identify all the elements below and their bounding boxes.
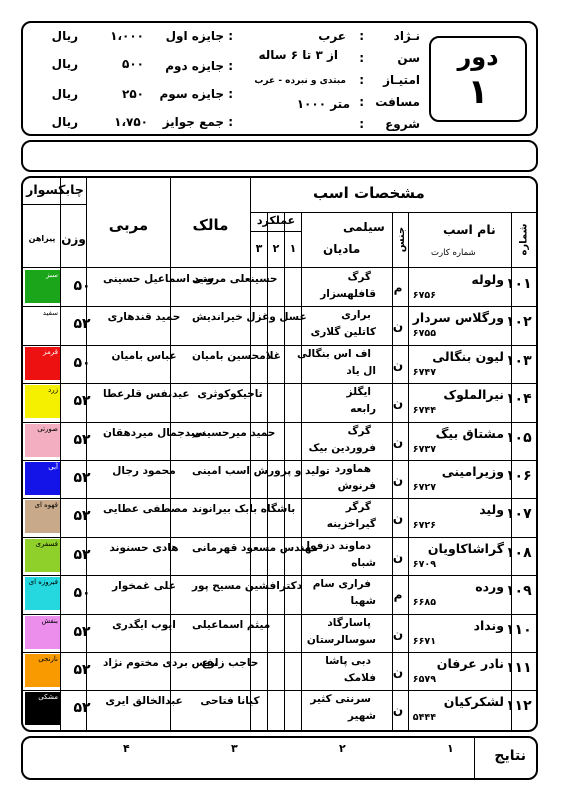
card-number: ۶۵۷۹ — [412, 674, 436, 685]
privilege-colon: : — [359, 73, 364, 87]
race-header — [21, 21, 538, 136]
horse-name: لشکرکیان — [443, 694, 504, 710]
start-label: شروع — [385, 117, 420, 131]
round-label: دور — [457, 43, 499, 71]
col-owner: مالک — [192, 216, 229, 234]
table-row — [23, 575, 536, 613]
horse-trainer: محمود رجال — [112, 465, 176, 477]
jockey-weight: ۵۲ — [73, 431, 91, 448]
horse-dam: فلامک — [343, 672, 376, 684]
horse-gender: م — [393, 281, 403, 295]
shirt-color-swatch — [25, 692, 60, 725]
horse-owner: میثم اسماعیلی — [192, 618, 271, 631]
prize-1-amount: ۱،۰۰۰ — [110, 29, 144, 43]
horse-dam: کاتلین گلاری — [310, 326, 376, 339]
shirt-color-label: مشکی — [38, 693, 58, 702]
horse-trainer: سید اسماعیل حسینی — [103, 273, 215, 285]
jockey-weight: ۵۲ — [73, 508, 91, 525]
prize-total-label: جمع جوایز : — [162, 115, 233, 129]
table-row — [23, 537, 536, 575]
horse-name: ولوله — [471, 272, 504, 287]
prize-total-unit: ریال — [51, 115, 78, 129]
horse-dam: رابعه — [350, 403, 376, 416]
table-row — [23, 498, 536, 536]
result-place-3: ۳ — [231, 742, 238, 755]
table-row — [23, 460, 536, 498]
card-number: ۶۷۴۷ — [412, 366, 436, 378]
table-row — [23, 306, 536, 344]
breed-label: نـژاد — [393, 29, 420, 43]
horse-owner: تولید و پرورش اسب امینی — [192, 465, 330, 477]
horse-gender: ن — [392, 319, 404, 334]
horse-gender: ن — [392, 549, 404, 564]
horse-gender: ن — [392, 703, 404, 718]
horse-gender: ن — [392, 665, 404, 679]
col-dam: مادیان — [323, 242, 361, 256]
card-number: ۶۷۲۷ — [412, 482, 436, 493]
perf-1: ۱ — [289, 242, 297, 255]
shirt-color-swatch — [25, 462, 60, 495]
horse-gender: ن — [392, 626, 404, 641]
horse-number: ۱۰۳ — [506, 352, 532, 369]
horse-sire: دماوند دزفول — [300, 539, 371, 552]
age-value: از ۳ تا ۶ ساله — [258, 48, 338, 62]
horse-owner: تاجیکوکوثری — [197, 388, 263, 401]
card-number: ۶۶۷۱ — [412, 635, 436, 647]
horse-trainer: عبدالخالق ایری — [105, 695, 183, 708]
card-number: ۶۷۰۹ — [412, 558, 436, 570]
section-horse: مشخصات اسب — [313, 184, 425, 202]
start-colon: : — [359, 117, 364, 131]
jockey-weight: ۵۰ — [73, 585, 91, 602]
table-row — [23, 652, 536, 690]
prize-3-unit: ریال — [51, 87, 78, 101]
result-place-2: ۲ — [339, 742, 346, 755]
table-row — [23, 268, 536, 306]
horse-dam: قافلهسزار — [320, 288, 376, 300]
col-horse-name: نام اسب — [443, 222, 496, 237]
table-row — [23, 690, 536, 728]
jockey-weight: ۵۲ — [73, 662, 91, 678]
horse-dam: فروردین بیک — [308, 441, 376, 454]
shirt-color-label: سبز — [46, 271, 58, 279]
horse-owner: دکترافشین مسیح پور — [192, 580, 303, 593]
col-card: شماره کارت — [431, 248, 476, 258]
shirt-color-swatch — [25, 347, 60, 380]
col-weight: وزن — [61, 232, 86, 246]
horse-owner: باشگاه بابک بیرانوند — [192, 503, 296, 516]
horse-sire: هماورد — [334, 463, 371, 475]
horse-number: ۱۰۹ — [506, 583, 532, 600]
horse-dam: سوسالرستان — [306, 633, 376, 646]
col-number: شماره — [518, 223, 530, 256]
horse-gender: ن — [392, 511, 404, 526]
card-number: ۶۷۵۶ — [412, 290, 436, 301]
horse-name: لیون بنگالی — [432, 348, 504, 364]
card-number: ۶۶۸۵ — [412, 597, 436, 609]
horse-owner: کیانا فتاحی — [200, 695, 260, 708]
horse-trainer: عیدنفس قلرعطا — [103, 388, 190, 401]
horse-number: ۱۰۲ — [506, 314, 532, 331]
shirt-color-swatch — [25, 616, 60, 649]
prize-3-label: جایزه سوم : — [159, 87, 233, 101]
distance-value: ۱۰۰۰ متر — [296, 97, 350, 111]
horse-name: وزیرامینی — [441, 464, 504, 479]
horse-owner: حاجب زارع — [201, 657, 259, 669]
horse-owner: مهندس مسعود قهرمانی — [192, 541, 319, 554]
shirt-color-label: قرمز — [43, 347, 58, 356]
shirt-color-swatch — [25, 308, 60, 341]
entries-table — [21, 176, 538, 732]
shirt-color-label: زرد — [48, 386, 58, 395]
shirt-color-label: نارنجی — [38, 655, 58, 663]
shirt-color-swatch — [25, 424, 60, 457]
horse-number: ۱۰۴ — [506, 391, 532, 408]
horse-dam: شباه — [351, 556, 376, 569]
horse-trainer: حمید قندهاری — [107, 311, 181, 324]
card-number: ۶۷۳۷ — [412, 443, 436, 455]
horse-trainer: عباس بامیان — [111, 349, 177, 362]
prize-3-amount: ۲۵۰ — [122, 87, 144, 101]
horse-trainer: ایوب ایگدری — [112, 618, 176, 631]
table-row — [23, 614, 536, 652]
horse-name: نادر عرفان — [436, 656, 504, 671]
prize-total-amount: ۱،۷۵۰ — [114, 115, 148, 129]
shirt-color-label: آبی — [48, 463, 58, 471]
age-label: سن — [397, 51, 420, 65]
notes-box — [21, 140, 538, 172]
jockey-weight: ۵۰ — [73, 278, 91, 294]
horse-dam: ال یاد — [346, 364, 376, 377]
shirt-color-swatch — [25, 385, 60, 418]
jockey-weight: ۵۲ — [73, 623, 91, 640]
col-gender: جنس — [396, 226, 408, 253]
horse-gender: ن — [392, 434, 404, 449]
horse-gender: م — [393, 588, 403, 603]
shirt-color-label: قهوه ای — [34, 501, 58, 510]
horse-number: ۱۰۱ — [506, 276, 532, 292]
result-place-4: ۴ — [123, 742, 130, 755]
horse-name: ورگلاس سردار — [412, 310, 504, 326]
horse-trainer: سیدجمال میردهقان — [103, 426, 206, 439]
col-trainer: مربی — [108, 216, 149, 234]
shirt-color-swatch — [25, 270, 60, 303]
horse-name: ونداد — [473, 617, 504, 633]
card-number: ۵۴۴۴ — [412, 712, 436, 724]
shirt-color-swatch — [25, 577, 60, 610]
round-box — [429, 36, 527, 122]
jockey-weight: ۵۲ — [73, 393, 91, 410]
horse-dam: شهیر — [347, 710, 376, 723]
horse-number: ۱۰۵ — [506, 429, 532, 446]
results-label: نتایج — [494, 748, 526, 764]
prize-2-unit: ریال — [51, 57, 78, 71]
col-shirt: پیراهن — [28, 234, 56, 243]
horse-gender: ن — [392, 357, 404, 372]
horse-gender: ن — [392, 396, 404, 411]
horse-number: ۱۰۷ — [506, 506, 532, 523]
horse-sire: فراری سام — [312, 578, 371, 591]
horse-sire: گرگ — [347, 271, 371, 283]
jockey-weight: ۵۲ — [73, 546, 91, 563]
shirt-color-swatch — [25, 539, 60, 572]
horse-number: ۱۱۲ — [506, 698, 532, 715]
card-number: ۶۷۲۶ — [412, 520, 436, 532]
prize-1-unit: ریال — [51, 29, 78, 43]
breed-colon: : — [359, 29, 364, 43]
horse-sire: دبی پاشا — [325, 655, 371, 667]
age-colon: : — [359, 51, 364, 65]
card-number: ۶۷۵۵ — [412, 328, 436, 340]
horse-sire: گرگر — [345, 501, 371, 514]
horse-owner: حسینعلی مروتی — [192, 273, 278, 285]
card-number: ۶۷۴۴ — [412, 405, 436, 417]
shirt-color-label: سفید — [42, 309, 58, 318]
horse-owner: غلامحسین بامیان — [192, 349, 281, 362]
shirt-color-label: فیروزه ای — [28, 578, 58, 587]
table-row — [23, 383, 536, 421]
horse-number: ۱۱۱ — [506, 660, 532, 676]
horse-owner: حمید میرحسینی — [192, 426, 276, 439]
jockey-weight: ۵۰ — [73, 354, 91, 371]
section-jockey: چابکسوار — [26, 182, 84, 197]
horse-sire: ایگلز — [346, 386, 371, 399]
horse-dam: فرنوش — [337, 480, 376, 492]
jockey-weight: ۵۲ — [73, 470, 91, 486]
col-performance: عملکرد — [256, 214, 296, 227]
horse-sire: پاسارگاد — [327, 616, 371, 629]
perf-2: ۲ — [272, 242, 280, 255]
table-row — [23, 345, 536, 383]
distance-colon: : — [359, 95, 364, 109]
horse-trainer: هادی حسنوند — [109, 541, 179, 554]
horse-name: گراشاکاویان — [427, 540, 504, 556]
shirt-color-label: فسفری — [35, 539, 58, 548]
perf-3: ۳ — [255, 242, 263, 255]
horse-sire: گرگ — [347, 424, 371, 437]
prize-2-label: جایزه دوم : — [165, 59, 233, 73]
jockey-weight: ۵۲ — [73, 316, 91, 333]
col-sire: سیلمی — [343, 220, 385, 234]
horse-gender: ن — [392, 473, 404, 487]
horse-sire: سرنتی کثیر — [310, 693, 371, 706]
horse-number: ۱۰۶ — [506, 468, 532, 484]
round-number: ۱ — [467, 72, 489, 112]
horse-number: ۱۰۸ — [506, 544, 532, 561]
horse-name: مشتاق بیگ — [435, 425, 504, 441]
horse-dam: شهبا — [350, 595, 376, 608]
shirt-color-swatch — [25, 654, 60, 687]
table-row — [23, 422, 536, 460]
horse-sire: اف اس بنگالی — [296, 347, 371, 360]
breed-value: عرب — [318, 29, 346, 43]
prize-2-amount: ۵۰۰ — [122, 57, 144, 71]
horse-dam: گیراخزینه — [326, 518, 376, 531]
horse-sire: براری — [341, 309, 371, 322]
results-box — [21, 736, 538, 780]
jockey-weight: ۵۲ — [73, 700, 91, 717]
horse-number: ۱۱۰ — [506, 621, 532, 638]
shirt-color-label: بنفش — [41, 616, 58, 625]
prize-1-label: جایزه اول : — [165, 29, 233, 43]
horse-trainer: علی غمخوار — [112, 580, 176, 593]
privilege-label: امتیـاز — [383, 73, 420, 87]
privilege-value: مبتدی و نبرده - عرب — [254, 76, 346, 86]
shirt-color-swatch — [25, 500, 60, 533]
horse-name: نیرالملوک — [443, 387, 504, 403]
result-place-1: ۱ — [447, 742, 454, 755]
horse-trainer: نفس بردی مختوم نژاد — [103, 657, 218, 669]
distance-label: مسافت — [375, 95, 420, 109]
shirt-color-label: صورتی — [37, 424, 58, 433]
horse-owner: عسل وغزل خیراندیش — [192, 311, 307, 324]
horse-name: ولید — [479, 502, 504, 518]
horse-trainer: مصطفی عطایی — [103, 503, 188, 516]
horse-name: ورده — [475, 579, 504, 595]
